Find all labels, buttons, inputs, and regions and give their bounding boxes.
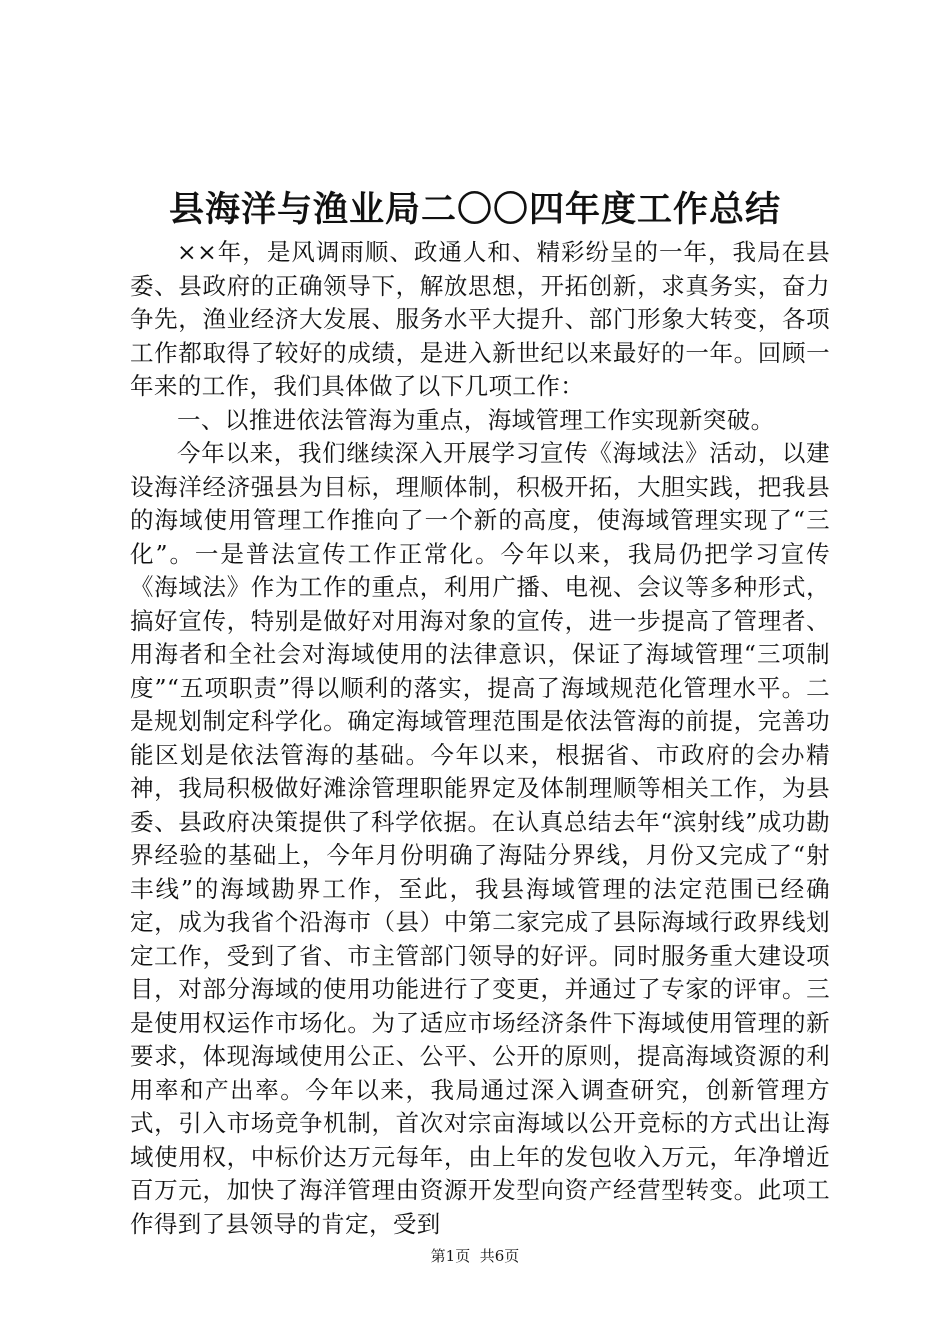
- page-total: 共6页: [479, 1247, 520, 1265]
- footer-spacer: [470, 1247, 480, 1265]
- paragraph-intro: ××年，是风调雨顺、政通人和、精彩纷呈的一年，我局在县委、县政府的正确领导下，解放思想，开拓创新，求真务实，奋力争先，渔业经济大发展、服务水平大提升、部门形象大转变，各项工作都取得了较好的成绩，是进入新世纪以来最好的一年。回顾一年来的工作，我们具体做了以下几项工作：: [130, 238, 830, 400]
- page-footer: [0, 1246, 950, 1266]
- page-number: 第1页: [430, 1247, 471, 1265]
- document-title: 县海洋与渔业局二〇〇四年度工作总结: [168, 189, 781, 230]
- document-body: [130, 236, 830, 1241]
- paragraph-section-heading: 一、以推进依法管海为重点，海域管理工作实现新突破。: [177, 405, 775, 434]
- paragraph-sea-management: 今年以来，我们继续深入开展学习宣传《海域法》活动，以建设海洋经济强县为目标，理顺体制，积极开拓，大胆实践，把我县的海域使用管理工作推向了一个新的高度，使海域管理实现了“三化”。一是普法宣传工作正常化。今年以来，我局仍把学习宣传《海域法》作为工作的重点，利用广播、电视、会议等多种形式，搞好宣传，特别是做好对用海对象的宣传，进一步提高了管理者、用海者和全社会对海域使用的法律意识，保证了海域管理“三项制度”“五项职责”得以顺利的落实，提高了海域规范化管理水平。二是规划制定科学化。确定海域管理范围是依法管海的前提，完善功能区划是依法管海的基础。今年以来，根据省、市政府的会办精神，我局积极做好滩涂管理职能界定及体制理顺等相关工作，为县委、县政府决策提供了科学依据。在认真总结去年“滨射线”成功勘界经验的基础上，今年月份明确了海陆分界线，月份又完成了“射丰线”的海域勘界工作，至此，我县海域管理的法定范围已经确定，成为我省个沿海市（县）中第二家完成了县际海域行政界线划定工作，受到了省、市主管部门领导的好评。同时服务重大建设项目，对部分海域的使用功能进行了变更，并通过了专家的评审。三是使用权运作市场化。为了适应市场经济条件下海域使用管理的新要求，体现海域使用公正、公平、公开的原则，提高海域资源的利用率和产出率。今年以来，我局通过深入调查研究，创新管理方式，引入市场竞争机制，首次对宗亩海域以公开竞标的方式出让海域使用权，中标价达万元每年，由上年的发包收入万元，年净增近百万元，加快了海洋管理由资源开发型向资产经营型转变。此项工作得到了县领导的肯定，受到: [130, 439, 830, 1238]
